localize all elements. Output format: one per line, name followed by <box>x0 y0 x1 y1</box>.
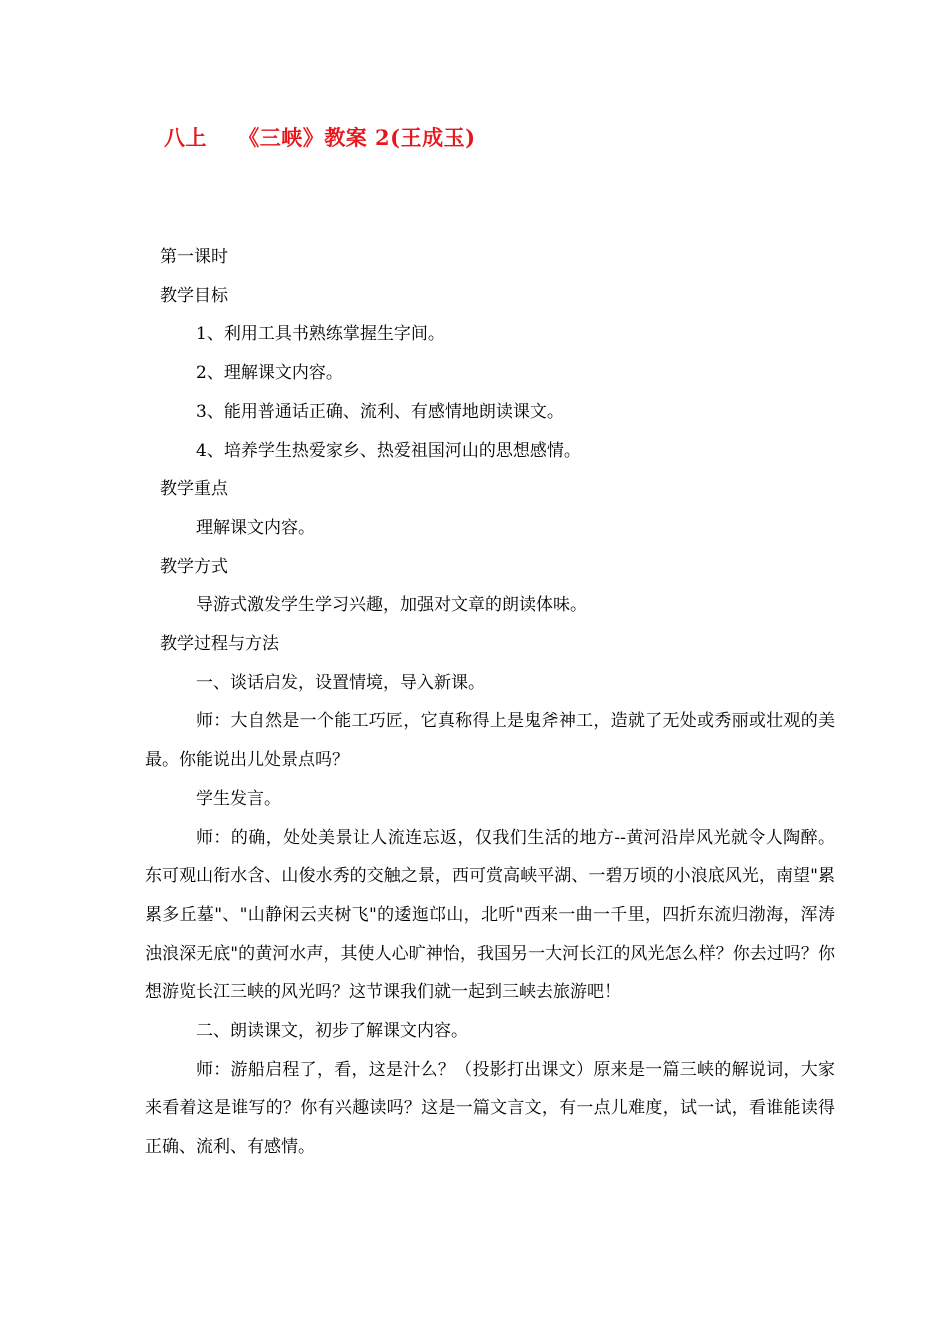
goal-item: 4、培养学生热爱家乡、热爱祖国河山的思想感情。 <box>196 440 581 461</box>
document-body <box>145 238 835 1167</box>
paragraph-teacher-scenery: 师：的确，处处美景让人流连忘返，仅我们生活的地方--黄河沿岸风光就令人陶醉。东可观山衔水含、山俊水秀的交触之景，西可赏高峡平湖、一碧万顷的小浪底风光，南望"累累多丘墓"、"山静闲云夹树飞"的逶迤邙山，北听"西来一曲一千里，四折东流归渤海，浑涛浊浪深无底"的黄河水声，其使人心旷神怡，我国另一大河长江的风光怎么样？你去过吗？你想游览长江三峡的风光吗？这节课我们就一起到三峡去旅游吧！ <box>145 827 835 1003</box>
method-heading: 教学方式 <box>160 556 228 577</box>
goal-item: 1、利用工具书熟练掌握生字间。 <box>196 324 445 345</box>
goals-heading: 教学目标 <box>160 285 228 306</box>
goal-item: 3、能用普通话正确、流利、有感情地朗读课文。 <box>196 401 564 422</box>
paragraph-teacher-reading: 师：游船启程了，看，这是汁么？（投影打出课文）原来是一篇三峡的解说词，大家来看着这是谁写的？你有兴趣读吗？这是一篇文言文，有一点儿难度，试一试，看谁能读得正确、流利、有感情。 <box>145 1059 835 1158</box>
process-heading: 教学过程与方法 <box>160 634 279 655</box>
student-response: 学生发言。 <box>196 788 281 809</box>
paragraph-teacher-intro: 师：大自然是一个能工巧匠，它真称得上是鬼斧神工，造就了无处或秀丽或壮观的美最。你能说出儿处景点吗？ <box>145 711 835 771</box>
step-two: 二、朗读课文，初步了解课文内容。 <box>196 1021 468 1042</box>
method-text: 导游式激发学生学习兴趣，加强对文章的朗读体味。 <box>196 595 587 616</box>
key-heading: 教学重点 <box>160 479 228 500</box>
document-title: 八上 《三峡》教案 2(王成玉) <box>164 125 476 150</box>
key-point: 理解课文内容。 <box>196 517 315 538</box>
step-one: 一、谈话启发，设置情境，导入新课。 <box>196 672 485 693</box>
lesson-label: 第一课时 <box>160 247 228 267</box>
goal-item: 2、理解课文内容。 <box>196 363 343 384</box>
